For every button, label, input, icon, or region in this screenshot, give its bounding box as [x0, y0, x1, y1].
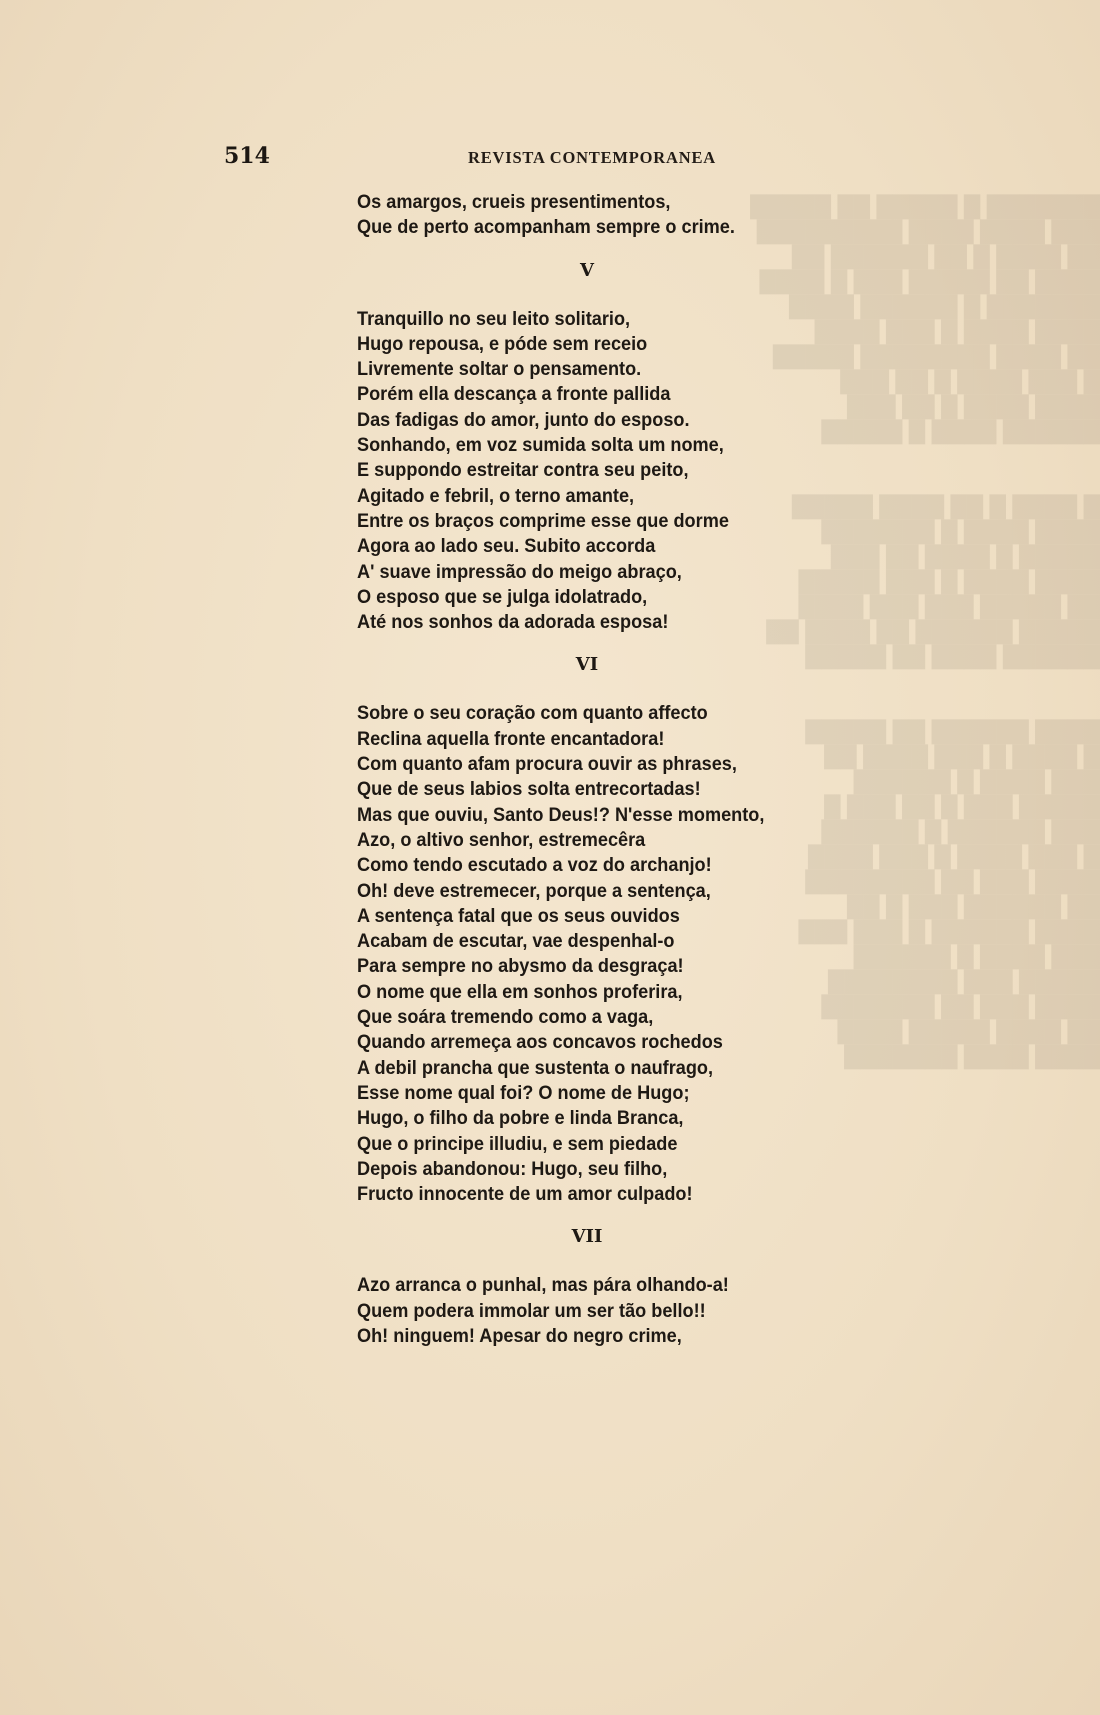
poem-line: O esposo que se julga idolatrado, [357, 585, 648, 608]
poem-line: Reclina aquella fronte encantadora! [357, 727, 665, 750]
poem-line: Os amargos, crueis presentimentos, [357, 191, 671, 213]
poem-line: Para sempre no abysmo da desgraça! [357, 955, 684, 978]
poem-line: Tranquillo no seu leito solitario, [357, 307, 631, 330]
poem-line: Livremente soltar o pensamento. [357, 358, 642, 381]
poem-line: Que de seus labios solta entrecortadas! [357, 778, 701, 801]
poem-line: Hugo repousa, e póde sem receio [357, 332, 648, 355]
section-heading: V [580, 259, 594, 281]
page-number: 514 [224, 143, 270, 169]
poem-line: Oh! deve estremecer, porque a sentença, [357, 879, 711, 902]
poem-line: Mas que ouviu, Santo Deus!? N'esse momento, [357, 803, 765, 826]
poem-line: Que soára tremendo como a vaga, [357, 1006, 654, 1029]
poem-line: Quem podera immolar um ser tão bello!! [357, 1299, 706, 1322]
poem-line: Porém ella descança a fronte pallida [357, 383, 671, 406]
poem-line: Azo arranca o punhal, mas pára olhando-a! [357, 1274, 729, 1297]
poem-line: Esse nome qual foi? O nome de Hugo; [357, 1081, 690, 1104]
poem-line: Que o principe illudiu, e sem piedade [357, 1132, 678, 1155]
poem-line: Sobre o seu coração com quanto affecto [357, 702, 708, 725]
section-heading: VII [571, 1226, 603, 1248]
poem-line: Que de perto acompanham sempre o crime. [357, 216, 735, 239]
poem-line: A sentença fatal que os seus ouvidos [357, 904, 680, 927]
poem-line: Hugo, o filho da pobre e linda Branca, [357, 1107, 684, 1130]
section-heading: VI [575, 654, 599, 676]
poem-line: A debil prancha que sustenta o naufrago, [357, 1056, 714, 1079]
poem-line: O nome que ella em sonhos proferira, [357, 980, 683, 1003]
poem-line: Azo, o altivo senhor, estremecêra [357, 828, 646, 851]
poem-line: Sonhando, em voz sumida solta um nome, [357, 434, 724, 457]
poem-line: Agitado e febril, o terno amante, [357, 484, 635, 507]
bleed-through-texture: ███████ █ █████ ██ █████ ███ ████ ████ █████████ ██ ████ █ ██ ██████ ██ ████ ██ █████ ███ █ ████ ███████ █ ██████ ████ ████ ████ █ ███ ████ ██ ████ ████████ █████ █ ███ ████ █ ██ ███ ████ ████ █ ██ ███ ██████ ████ █ █████ █ ████ █ ██ ████ █████ ████ ████ █ ███████ █████ █ ████ ██ ███ ████ ████ █ ███ █████ ██ █████ ███ ███ ████ █████ ██████ ██ ████ ██ ██████ ████ ██ █████ ████ ██████ ██ █████ █ ████ █ ███ ████ ██ ███ ████ █ ██████ █████ ███ █ ██ ███ █ ███ ██████ █ ██████ █ ███ ████ █ ███ ████ ████ ███ ██ ████████ ██ ██████ ███ █ ██ ████ ██████ █ ███ ███ ███ ████ █ ██████ █████ ███ ████████ ████ ███ ██ ███████ ██ ████ █████ ████ ████ ████ ███████ [750, 195, 1100, 1069]
poem-line: Acabam de escutar, vae despenhal-o [357, 930, 675, 953]
poem-line: E suppondo estreitar contra seu peito, [357, 459, 689, 482]
poem-line: Agora ao lado seu. Subito accorda [357, 535, 656, 558]
poem-line: Oh! ninguem! Apesar do negro crime, [357, 1324, 682, 1347]
poem-line: Entre os braços comprime esse que dorme [357, 509, 729, 532]
poem-line: Com quanto afam procura ouvir as phrases, [357, 753, 737, 776]
poem-line: Depois abandonou: Hugo, seu filho, [357, 1157, 668, 1180]
poem-line: Até nos sonhos da adorada esposa! [357, 611, 669, 634]
poem-line: Das fadigas do amor, junto do esposo. [357, 408, 690, 431]
poem-line: Fructo innocente de um amor culpado! [357, 1183, 693, 1206]
poem-line: Como tendo escutado a voz do archanjo! [357, 854, 712, 877]
poem-body [357, 190, 877, 1349]
page-header [0, 143, 1100, 173]
running-head: REVISTA CONTEMPORANEA [468, 148, 716, 167]
poem-line: Quando arremeça aos concavos rochedos [357, 1031, 723, 1054]
poem-line: A' suave impressão do meigo abraço, [357, 560, 682, 583]
